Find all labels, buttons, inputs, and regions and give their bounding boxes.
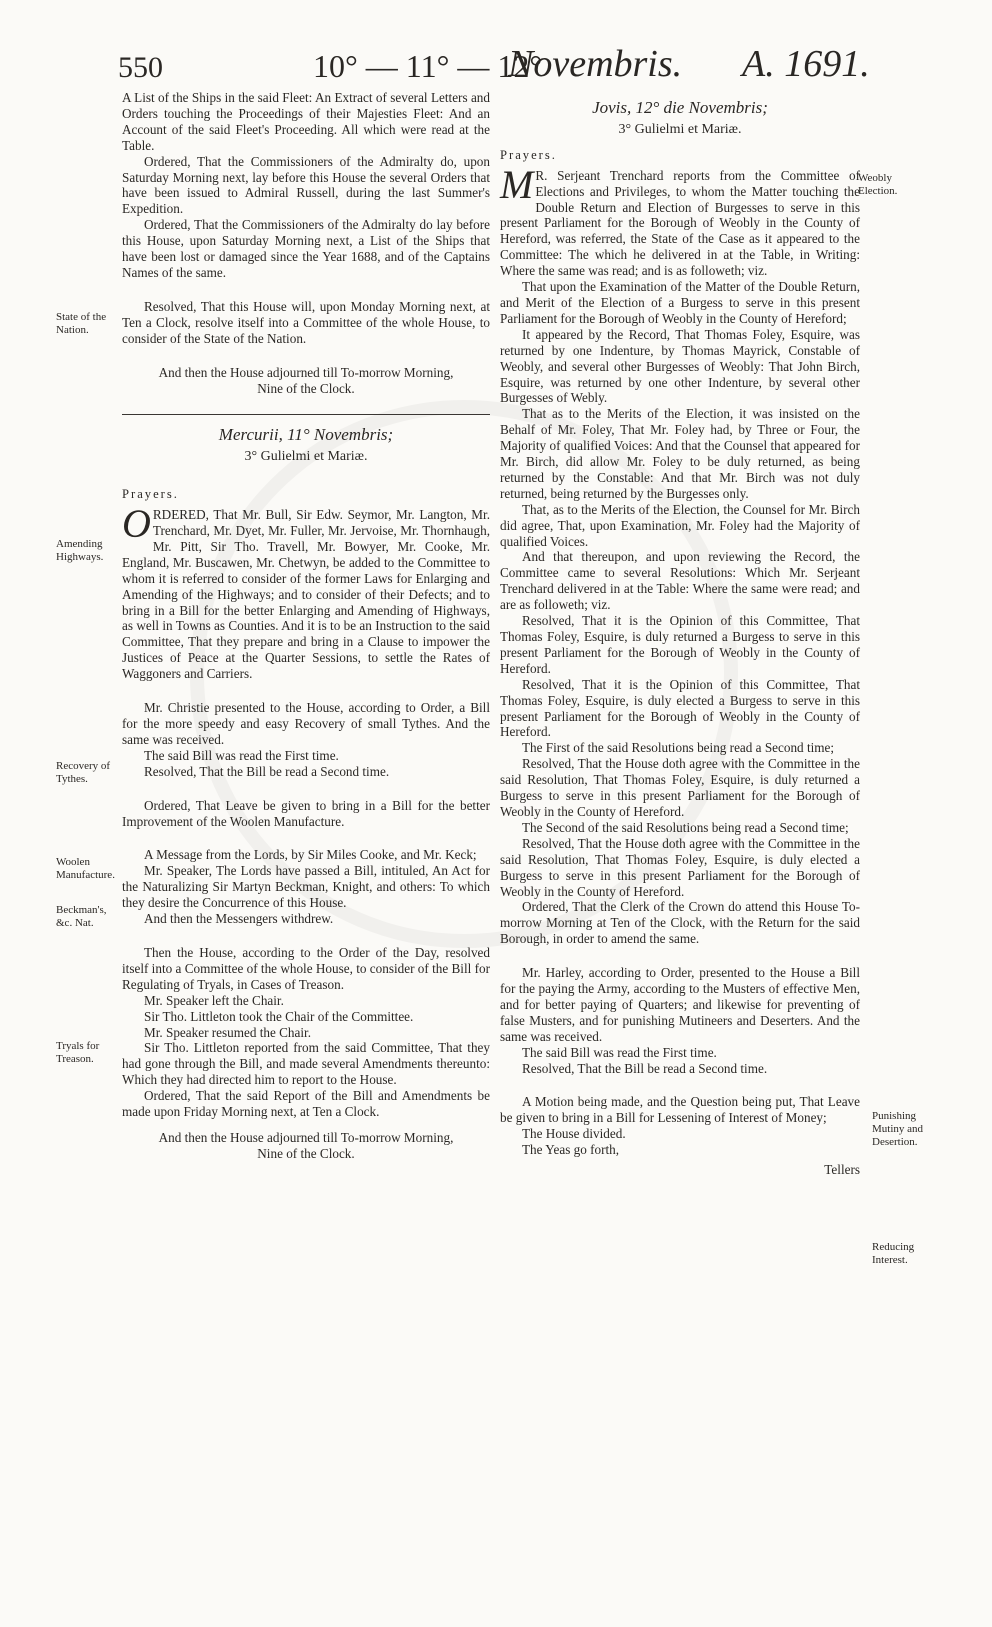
- catchword: Tellers: [824, 1162, 860, 1178]
- right-column: [500, 90, 860, 1178]
- margin-note-beckman-nat: Beckman's, &c. Nat.: [56, 904, 107, 929]
- paragraph: The Yeas go forth,: [522, 1142, 620, 1158]
- paragraph: It appeared by the Record, That Thomas Foley, Esquire, was returned by one Indenture, by Thomas Mayrick, Constable of Weobly, and several other Burgesses of Weobly: That John Birch, Esquire, was returned by one other Indenture, by several other Burgesses of Webly.: [500, 326, 860, 406]
- margin-note-tryals-for-treason: Tryals for Treason.: [56, 1040, 100, 1065]
- reign-line: 3° Gulielmi et Mariæ.: [618, 121, 742, 137]
- header-dates: 10° — 11° — 12°: [313, 48, 543, 84]
- paragraph: Resolved, That it is the Opinion of this Committee, That Thomas Foley, Esquire, is duly elected a Burgess to serve in this present Parliament for the Borough of Weobly in the County of Hereford.: [500, 676, 860, 740]
- paragraph: The House divided.: [522, 1126, 626, 1142]
- day-heading: Jovis, 12° die Novembris;: [592, 98, 768, 117]
- paragraph: Mr. Speaker, The Lords have passed a Bill, intituled, An Act for the Naturalizing Sir Martyn Beckman, Knight, and others: To which they desire the Concurrence of this House.: [122, 863, 490, 911]
- adjournment: And then the House adjourned till To-morrow Morning, Nine of the Clock.: [158, 1129, 454, 1161]
- header-month: Novembris.: [508, 43, 683, 85]
- paragraph: That, as to the Merits of the Election, the Counsel for Mr. Birch did agree, That, upon Examination, Mr. Foley had the Majority of qualified Voices.: [500, 501, 860, 549]
- paragraph: That as to the Merits of the Election, it was insisted on the Behalf of Mr. Foley, That Mr. Foley had, by Three or Four, the Majority of qualified Voices: And that the Counsel that appeared for Mr. Birch, did allow Mr. Foley to be duly returned, as being returned by the Constable: And that Mr. Birch was not duly returned, being returned by the Burgesses only.: [500, 406, 860, 501]
- paragraph: A Motion being made, and the Question being put, That Leave be given to bring in a Bill for Lessening of Interest of Money;: [500, 1094, 860, 1126]
- prayers-heading: Prayers.: [500, 147, 557, 162]
- section-divider: [122, 414, 490, 415]
- left-column: [122, 90, 490, 1162]
- adjournment: And then the House adjourned till To-morrow Morning, Nine of the Clock.: [158, 364, 454, 396]
- paragraph: That upon the Examination of the Matter of the Double Return, and Merit of the Election of a Burgess to serve in this present Parliament for the Borough of Weobly in the County of Hereford;: [500, 279, 860, 326]
- drop-cap: M: [500, 161, 534, 207]
- paragraph: The said Bill was read the First time.: [144, 747, 339, 763]
- margin-note-recovery-of-tythes: Recovery of Tythes.: [56, 760, 111, 785]
- paragraph: M R. Serjeant Trenchard reports from the Committee of Elections and Privileges, to whom the Matter touching the Double Return and Election of Burgesses to serve in this present Parliament for the Borough of Weobly in the County of Hereford, was referred, the State of the Case as it appeared to the Committee: The which he delivered in at the Table, in Writing: Where the same was read; and is as followeth; viz.: [500, 161, 860, 279]
- header-year: A. 1691.: [742, 43, 870, 85]
- paragraph: Then the House, according to the Order of the Day, resolved itself into a Committee of the whole House, to consider of the Bill for Regulating of Tryals, in Cases of Treason.: [122, 944, 490, 992]
- paragraph: A List of the Ships in the said Fleet: An Extract of several Letters and Orders touching the Proceedings of their Majesties Fleet: And an Account of the said Fleet's Proceeding. All which were read at the Table.: [122, 90, 490, 153]
- paragraph: Sir Tho. Littleton reported from the said Committee, That they had gone through the Bill, and made several Amendments thereunto: Which they had directed him to report to the House.: [122, 1040, 490, 1088]
- paragraph: Ordered, That the Commissioners of the Admiralty do, upon Saturday Morning next, lay before this House the several Orders that have been issued to Admiral Russell, during the last Summer's Expedition.: [122, 153, 490, 217]
- page-number: 550: [118, 51, 163, 84]
- margin-note-punishing-mutiny: Punishing Mutiny and Desertion.: [872, 1110, 924, 1148]
- paragraph: The said Bill was read the First time.: [522, 1044, 717, 1060]
- drop-cap: O: [122, 501, 151, 547]
- paragraph: Ordered, That Leave be given to bring in a Bill for the better Improvement of the Woolen Manufacture.: [122, 797, 490, 829]
- paragraph: Mr. Harley, according to Order, presented to the House a Bill for the paying the Army, according to the Musters of effective Men, and for better paying of Quarters; and likewise for preventing of false Musters, and for punishing Mutineers and Deserters. And the same was received.: [500, 965, 860, 1044]
- paragraph: The First of the said Resolutions being read a Second time;: [522, 740, 835, 756]
- margin-note-reducing-interest: Reducing Interest.: [872, 1241, 915, 1266]
- paragraph: Resolved, That this House will, upon Monday Morning next, at Ten a Clock, resolve itself into a Committee of the whole House, to consider of the State of the Nation.: [122, 298, 490, 346]
- margin-note-state-of-nation: State of the Nation.: [56, 311, 107, 336]
- margin-note-weobly-election: Weobly Election.: [858, 172, 898, 197]
- prayers-heading: Prayers.: [122, 487, 179, 502]
- paragraph: Ordered, That the Clerk of the Crown do attend this House To-morrow Morning at Ten of the Clock, with the Return for the said Borough, in order to amend the same.: [500, 899, 860, 947]
- margin-note-woolen-manufacture: Woolen Manufacture.: [56, 856, 115, 881]
- paragraph: And then the Messengers withdrew.: [144, 911, 334, 927]
- margin-note-amending-highways: Amending Highways.: [56, 538, 104, 563]
- paragraph: Resolved, That the Bill be read a Second time.: [522, 1060, 768, 1076]
- paragraph: Ordered, That the said Report of the Bill and Amendments be made upon Friday Morning next, at Ten a Clock.: [122, 1088, 490, 1120]
- reign-line: 3° Gulielmi et Mariæ.: [244, 449, 368, 465]
- paragraph: A Message from the Lords, by Sir Miles Cooke, and Mr. Keck;: [144, 847, 477, 863]
- paragraph: Resolved, That the House doth agree with the Committee in the said Resolution, That Thomas Foley, Esquire, is duly elected a Burgess to serve in this present Parliament for the Borough of Weobly in the County of Hereford.: [500, 835, 860, 899]
- paragraph: Resolved, That it is the Opinion of this Committee, That Thomas Foley, Esquire, is duly returned a Burgess to serve in this present Parliament for the Borough of Weobly in the County of Hereford.: [500, 613, 860, 676]
- day-heading: Mercurii, 11° Novembris;: [218, 425, 394, 445]
- paragraph: Resolved, That the House doth agree with the Committee in the said Resolution, That Thomas Foley, Esquire, is duly returned a Burgess to serve in this present Parliament for the Borough of Weobly in the County of Hereford.: [500, 756, 860, 819]
- paragraph: Mr. Christie presented to the House, according to Order, a Bill for the more speedy and easy Recovery of small Tythes. And the same was received.: [122, 700, 490, 747]
- paragraph: Mr. Speaker resumed the Chair.: [144, 1024, 311, 1040]
- paragraph: Sir Tho. Littleton took the Chair of the Committee.: [144, 1008, 414, 1024]
- paragraph: And that thereupon, and upon reviewing the Record, the Committee came to several Resolutions: Which Mr. Serjeant Trenchard delivered in at the Table: Where the same were read; and are as followeth; viz.: [500, 549, 860, 613]
- paragraph: ORDERED, That Mr. Bull, Sir Edw. Seymor, Mr. Langton, Mr. Trenchard, Mr. Dyet, Mr. Fuller, Mr. Jervoise, Mr. Thornhaugh, Mr. Pitt, Sir Tho. Travell, Mr. Bowyer, Mr. Cooke, Mr. England, Mr. Buscawen, Mr. Chetwyn, be added to the Committee to whom it is referred to consider of the former Laws for Enlarging and Amending of the Highways; and to consider of their Defects; and to bring in a Bill for the better Enlarging and Amending of Highways, as well in Towns as Counties. And it is to be an Instruction to the said Committee, That they prepare and bring in a Clause to impower the Justices of Peace at the Quarter Sessions, to settle the Rates of Waggoners and Carriers.: [122, 501, 490, 682]
- paragraph: Ordered, That the Commissioners of the Admiralty do lay before this House, upon Saturday Morning next, a List of the Ships that have been lost or damaged since the Year 1688, and of the Captains Names of the same.: [122, 217, 490, 280]
- paragraph: The Second of the said Resolutions being read a Second time;: [522, 819, 849, 835]
- paragraph: Resolved, That the Bill be read a Second time.: [144, 763, 390, 779]
- paragraph: Mr. Speaker left the Chair.: [144, 992, 284, 1008]
